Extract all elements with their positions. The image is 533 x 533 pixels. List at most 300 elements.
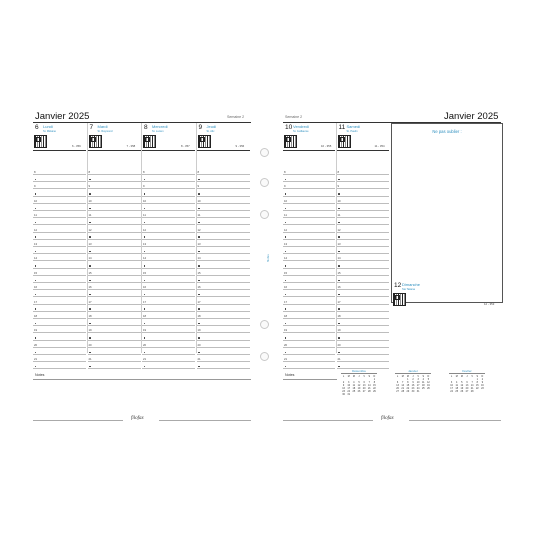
time-slot-line[interactable]: [33, 304, 86, 305]
calendar-day[interactable]: 5: [461, 381, 463, 384]
day-number: 11: [338, 124, 346, 131]
time-slot-line[interactable]: [142, 268, 195, 269]
time-slot-line[interactable]: [337, 246, 389, 247]
time-slot-line[interactable]: [142, 368, 195, 369]
time-slot-line[interactable]: [197, 268, 250, 269]
time-slot-line[interactable]: [142, 196, 195, 197]
calendar-day[interactable]: 12: [460, 384, 464, 387]
calendar-day[interactable]: 17: [347, 387, 351, 390]
calendar-day[interactable]: 2: [412, 378, 414, 381]
calendar-day[interactable]: 25: [352, 390, 356, 393]
calendar-day[interactable]: 6: [363, 381, 365, 384]
time-slot-line[interactable]: [197, 174, 250, 175]
time-slot-line[interactable]: [283, 253, 335, 254]
calendar-day[interactable]: 10: [450, 384, 453, 387]
time-slot-line[interactable]: [88, 347, 141, 348]
time-slot-line[interactable]: [88, 275, 141, 276]
time-slot-line[interactable]: [337, 311, 389, 312]
calendar-day[interactable]: 25: [421, 387, 425, 390]
time-slot-line[interactable]: [142, 203, 195, 204]
calendar-day[interactable]: 9: [412, 381, 414, 384]
hour-label: 8: [284, 170, 286, 174]
time-slot-line[interactable]: [88, 282, 141, 283]
saint-name: Ste Tatiana: [402, 288, 415, 291]
time-slot-line[interactable]: [337, 260, 389, 261]
time-slot-line[interactable]: [33, 282, 86, 283]
half-hour-dot: [338, 280, 340, 282]
calendar-day[interactable]: 14: [367, 384, 371, 387]
weekday-label: J: [412, 375, 414, 378]
half-hour-dot: [285, 294, 287, 296]
time-slot-line[interactable]: [33, 203, 86, 204]
hour-label: 12: [284, 227, 288, 232]
calendar-day[interactable]: 29: [373, 390, 376, 393]
day-number: 9: [198, 124, 203, 131]
time-slot-line[interactable]: [337, 188, 389, 189]
time-slot-line[interactable]: [33, 210, 86, 211]
time-slot-line[interactable]: [33, 325, 86, 326]
time-slot-line[interactable]: [337, 347, 389, 348]
time-slot-line[interactable]: [88, 210, 141, 211]
time-slot-line[interactable]: [197, 196, 250, 197]
reminder-box[interactable]: [391, 123, 503, 306]
time-slot-line[interactable]: [197, 275, 250, 276]
time-slot-line[interactable]: [283, 325, 335, 326]
time-slot-line[interactable]: [142, 361, 195, 362]
calendar-day[interactable]: 23: [411, 387, 415, 390]
hour-label: 9: [34, 184, 36, 189]
time-slot-line[interactable]: [283, 196, 335, 197]
time-slot-line[interactable]: [33, 268, 86, 269]
half-hour-dot: [144, 208, 146, 210]
calendar-day[interactable]: 28: [367, 390, 371, 393]
calendar-day[interactable]: 30: [342, 393, 345, 396]
time-slot-line[interactable]: [283, 210, 335, 211]
calendar-day[interactable]: 3: [348, 381, 350, 384]
time-slot-line[interactable]: [33, 246, 86, 247]
time-slot-line[interactable]: [142, 210, 195, 211]
time-slot-line[interactable]: [197, 282, 250, 283]
time-slot-line[interactable]: [142, 347, 195, 348]
time-slot-line[interactable]: [33, 289, 86, 290]
time-slot-line[interactable]: [197, 210, 250, 211]
time-slot-line[interactable]: [88, 239, 141, 240]
calendar-day[interactable]: 22: [373, 387, 376, 390]
time-slot-line[interactable]: [337, 210, 389, 211]
calendar-day[interactable]: 19: [460, 387, 464, 390]
calendar-day[interactable]: 17: [416, 384, 420, 387]
time-slot-line[interactable]: [88, 174, 141, 175]
time-slot-line[interactable]: [197, 296, 250, 297]
time-slot-line[interactable]: [283, 354, 335, 355]
calendar-day[interactable]: 27: [465, 390, 469, 393]
calendar-day[interactable]: 31: [347, 393, 351, 396]
time-slot-line[interactable]: [197, 318, 250, 319]
calendar-day[interactable]: 1: [476, 378, 478, 381]
hour-label: 19: [143, 328, 147, 333]
time-slot-line[interactable]: [142, 246, 195, 247]
time-slot-line[interactable]: [142, 340, 195, 341]
calendar-day[interactable]: 24: [416, 387, 420, 390]
time-slot-line[interactable]: [33, 340, 86, 341]
time-slot-line[interactable]: [88, 196, 141, 197]
time-slot-line[interactable]: [197, 217, 250, 218]
calendar-day[interactable]: 20: [362, 387, 366, 390]
calendar-day[interactable]: 5: [358, 381, 360, 384]
time-slot-line[interactable]: [337, 296, 389, 297]
calendar-day[interactable]: 1: [407, 378, 409, 381]
calendar-day[interactable]: 22: [406, 387, 410, 390]
time-slot-line[interactable]: [33, 232, 86, 233]
punch-hole: [260, 352, 269, 361]
calendar-day[interactable]: 1: [373, 378, 376, 381]
time-slot-line[interactable]: [197, 368, 250, 369]
calendar-day[interactable]: 11: [455, 384, 458, 387]
calendar-day[interactable]: 2: [481, 378, 484, 381]
time-slot-line[interactable]: [197, 354, 250, 355]
time-slot-line[interactable]: [142, 188, 195, 189]
time-slot-line[interactable]: [88, 260, 141, 261]
calendar-day[interactable]: 9: [342, 384, 345, 387]
time-slot-line[interactable]: [142, 181, 195, 182]
time-slot-line[interactable]: [88, 354, 141, 355]
calendar-day[interactable]: 21: [367, 387, 371, 390]
day-count: 6 - 359: [72, 144, 81, 148]
time-slot-line[interactable]: [283, 224, 335, 225]
time-slot-line[interactable]: [88, 325, 141, 326]
time-slot-line[interactable]: [33, 181, 86, 182]
time-slot-line[interactable]: [337, 203, 389, 204]
calendar-day: [480, 390, 485, 393]
time-slot-line[interactable]: [197, 361, 250, 362]
time-slot-line[interactable]: [33, 239, 86, 240]
time-slot-line[interactable]: [88, 246, 141, 247]
time-slot-line[interactable]: [283, 174, 335, 175]
time-slot-line[interactable]: [88, 268, 141, 269]
calendar-day[interactable]: 28: [470, 390, 474, 393]
time-slot-line[interactable]: [197, 203, 250, 204]
calendar-day[interactable]: 24: [450, 390, 453, 393]
calendar-day[interactable]: 4: [456, 381, 458, 384]
time-slot-line[interactable]: [88, 368, 141, 369]
calendar-day[interactable]: 8: [476, 381, 478, 384]
calendar-day[interactable]: 6: [466, 381, 468, 384]
calendar-day[interactable]: 13: [362, 384, 366, 387]
calendar-day[interactable]: 5: [427, 378, 430, 381]
time-slot-line[interactable]: [337, 239, 389, 240]
calendar-day[interactable]: 27: [396, 390, 399, 393]
time-slot-line[interactable]: [197, 260, 250, 261]
time-slot-line[interactable]: [33, 368, 86, 369]
hour-label: 21: [88, 357, 92, 362]
time-slot-line[interactable]: [283, 311, 335, 312]
time-slot-line[interactable]: [142, 311, 195, 312]
time-slot-line[interactable]: [197, 304, 250, 305]
time-slot-line[interactable]: [33, 275, 86, 276]
mini-calendar: [395, 369, 431, 393]
time-slot-line[interactable]: [283, 217, 335, 218]
time-slot-line[interactable]: [337, 354, 389, 355]
calendar-day[interactable]: 22: [475, 387, 479, 390]
calendar-day[interactable]: 21: [470, 387, 474, 390]
time-slot-line[interactable]: [337, 224, 389, 225]
half-hour-dot: [35, 308, 37, 310]
time-slot-line[interactable]: [197, 253, 250, 254]
time-slot-line[interactable]: [142, 232, 195, 233]
calendar-day[interactable]: 27: [362, 390, 366, 393]
half-hour-dot: [285, 222, 287, 224]
time-slot-line[interactable]: [197, 246, 250, 247]
hour-label: 10: [34, 198, 38, 203]
calendar-day[interactable]: 17: [450, 387, 453, 390]
time-slot-line[interactable]: [283, 188, 335, 189]
time-slot-line[interactable]: [337, 332, 389, 333]
calendar-day[interactable]: 6: [396, 381, 399, 384]
time-slot-line[interactable]: [283, 246, 335, 247]
hour-label: 8: [197, 170, 200, 174]
time-slot-line[interactable]: [88, 181, 141, 182]
calendar-day[interactable]: 21: [401, 387, 405, 390]
time-slot-line[interactable]: [33, 224, 86, 225]
hour-label: 10: [284, 198, 288, 203]
time-slot-line[interactable]: [337, 174, 389, 175]
time-slot-line[interactable]: [33, 217, 86, 218]
time-slot-line[interactable]: [283, 260, 335, 261]
time-slot-line[interactable]: [337, 304, 389, 305]
time-slot-line[interactable]: [88, 289, 141, 290]
calendar-day[interactable]: 23: [481, 387, 484, 390]
calendar-day[interactable]: 20: [396, 387, 399, 390]
calendar-day[interactable]: 2: [342, 381, 345, 384]
weekday-label: M: [455, 375, 458, 378]
time-slot-line[interactable]: [197, 332, 250, 333]
calendar-day[interactable]: 28: [401, 390, 405, 393]
time-slot-line[interactable]: [337, 196, 389, 197]
time-slot-line[interactable]: [337, 253, 389, 254]
time-slot-line[interactable]: [283, 304, 335, 305]
calendar-day[interactable]: 18: [455, 387, 459, 390]
time-slot-line[interactable]: [88, 311, 141, 312]
calendar-day[interactable]: 31: [416, 390, 420, 393]
time-slot-line[interactable]: [337, 361, 389, 362]
calendar-day[interactable]: 20: [465, 387, 469, 390]
day-name: Mardi: [97, 124, 108, 129]
calendar-day[interactable]: 30: [411, 390, 415, 393]
time-slot-line[interactable]: [142, 304, 195, 305]
time-slot-line[interactable]: [88, 203, 141, 204]
calendar-day[interactable]: 19: [357, 387, 361, 390]
time-slot-line[interactable]: [283, 181, 335, 182]
calendar-day[interactable]: 29: [406, 390, 410, 393]
brand-logo: filofax: [131, 416, 144, 421]
calendar-day[interactable]: 16: [481, 384, 484, 387]
calendar-day[interactable]: 23: [342, 390, 345, 393]
calendar-day[interactable]: 15: [406, 384, 410, 387]
time-slot-line[interactable]: [33, 253, 86, 254]
time-slot-line[interactable]: [88, 296, 141, 297]
time-slot-line[interactable]: [88, 332, 141, 333]
time-slot-line[interactable]: [88, 224, 141, 225]
time-slot-line[interactable]: [283, 340, 335, 341]
time-slot-line[interactable]: [142, 174, 195, 175]
time-slot-line[interactable]: [88, 361, 141, 362]
calendar-day[interactable]: 10: [416, 381, 420, 384]
time-slot-line[interactable]: [142, 260, 195, 261]
hour-label: 12: [88, 227, 92, 232]
calendar-day[interactable]: 14: [470, 384, 474, 387]
calendar-day[interactable]: 16: [342, 387, 345, 390]
time-slot-line[interactable]: [142, 296, 195, 297]
time-slot-line[interactable]: [142, 354, 195, 355]
time-slot-line[interactable]: [337, 275, 389, 276]
time-slot-line[interactable]: [283, 332, 335, 333]
time-slot-line[interactable]: [33, 311, 86, 312]
time-slot-line[interactable]: [33, 354, 86, 355]
calendar-day[interactable]: 7: [471, 381, 473, 384]
time-slot-line[interactable]: [88, 340, 141, 341]
time-slot-line[interactable]: [197, 340, 250, 341]
calendar-day[interactable]: 11: [352, 384, 356, 387]
time-slot-line[interactable]: [337, 340, 389, 341]
time-slot-line[interactable]: [197, 325, 250, 326]
half-hour-dot: [89, 366, 91, 368]
time-slot-line[interactable]: [337, 318, 389, 319]
half-hour-dot: [89, 179, 91, 181]
calendar-day[interactable]: 8: [373, 381, 376, 384]
calendar-day[interactable]: 25: [455, 390, 459, 393]
calendar-day[interactable]: 4: [422, 378, 424, 381]
half-hour-dot: [89, 251, 91, 253]
time-slot-line[interactable]: [88, 304, 141, 305]
calendar-day[interactable]: 14: [401, 384, 405, 387]
calendar-day[interactable]: 15: [373, 384, 376, 387]
time-slot-line[interactable]: [88, 253, 141, 254]
calendar-day[interactable]: 13: [396, 384, 399, 387]
hour-label: 18: [197, 314, 201, 318]
calendar-day[interactable]: 19: [427, 384, 430, 387]
time-slot-line[interactable]: [197, 311, 250, 312]
calendar-day[interactable]: 16: [411, 384, 415, 387]
calendar-day[interactable]: 12: [357, 384, 361, 387]
calendar-day[interactable]: 11: [422, 381, 425, 384]
calendar-day[interactable]: 9: [481, 381, 484, 384]
time-slot-line[interactable]: [33, 174, 86, 175]
calendar-day[interactable]: 8: [407, 381, 409, 384]
time-slot-line[interactable]: [283, 232, 335, 233]
half-hour-dot: [285, 352, 287, 354]
time-slot-line[interactable]: [142, 282, 195, 283]
time-slot-line[interactable]: [283, 368, 335, 369]
calendar-day[interactable]: 26: [460, 390, 464, 393]
calendar-day[interactable]: 3: [450, 381, 453, 384]
time-slot-line[interactable]: [337, 217, 389, 218]
time-slot-line[interactable]: [142, 318, 195, 319]
time-slot-line[interactable]: [283, 268, 335, 269]
time-slot-line[interactable]: [142, 217, 195, 218]
time-slot-line[interactable]: [283, 361, 335, 362]
half-hour-dot: [35, 280, 37, 282]
half-hour-dot: [89, 352, 91, 354]
time-slot-line[interactable]: [142, 332, 195, 333]
time-slot-line[interactable]: [33, 361, 86, 362]
time-slot-line[interactable]: [197, 289, 250, 290]
time-slot-line[interactable]: [283, 296, 335, 297]
time-slot-line[interactable]: [142, 275, 195, 276]
time-slot-line[interactable]: [283, 203, 335, 204]
calendar-day[interactable]: 26: [427, 387, 430, 390]
calendar-day[interactable]: 12: [427, 381, 430, 384]
time-slot-line[interactable]: [33, 260, 86, 261]
calendar-day[interactable]: 3: [417, 378, 419, 381]
time-slot-line[interactable]: [142, 224, 195, 225]
time-slot-line[interactable]: [197, 239, 250, 240]
day-name: Jeudi: [206, 124, 217, 129]
time-slot-line[interactable]: [88, 217, 141, 218]
time-slot-line[interactable]: [142, 253, 195, 254]
time-slot-line[interactable]: [142, 325, 195, 326]
time-slot-line[interactable]: [283, 289, 335, 290]
time-slot-line[interactable]: [337, 181, 389, 182]
day-number: 10: [285, 124, 293, 131]
time-slot-line[interactable]: [337, 289, 389, 290]
time-slot-line[interactable]: [197, 188, 250, 189]
calendar-day[interactable]: 24: [347, 390, 351, 393]
time-slot-line[interactable]: [283, 239, 335, 240]
time-slot-line[interactable]: [337, 325, 389, 326]
time-slot-line[interactable]: [88, 232, 141, 233]
time-slot-line[interactable]: [337, 282, 389, 283]
calendar-day[interactable]: 13: [465, 384, 469, 387]
time-slot-line[interactable]: [33, 318, 86, 319]
time-slot-line[interactable]: [197, 347, 250, 348]
time-slot-line[interactable]: [142, 239, 195, 240]
hour-label: 8: [337, 170, 340, 174]
time-slot-line[interactable]: [337, 232, 389, 233]
punch-hole: [260, 320, 269, 329]
calendar-day[interactable]: 15: [475, 384, 479, 387]
time-slot-line[interactable]: [197, 224, 250, 225]
time-slot-line[interactable]: [283, 275, 335, 276]
time-slot-line[interactable]: [33, 296, 86, 297]
time-slot-line[interactable]: [33, 196, 86, 197]
half-hour-dot: [35, 179, 37, 181]
weekday-label: L: [396, 375, 399, 378]
time-slot-line[interactable]: [142, 289, 195, 290]
notes-rule: [33, 379, 251, 380]
time-slot-line[interactable]: [33, 188, 86, 189]
calendar-day[interactable]: 26: [357, 390, 361, 393]
calendar-day[interactable]: 18: [352, 387, 356, 390]
time-slot-line[interactable]: [337, 268, 389, 269]
weekday-label: L: [342, 375, 345, 378]
calendar-day[interactable]: 7: [368, 381, 370, 384]
time-slot-line[interactable]: [197, 232, 250, 233]
time-slot-line[interactable]: [88, 318, 141, 319]
half-hour-dot: [285, 265, 287, 267]
time-slot-line[interactable]: [88, 188, 141, 189]
time-slot-line[interactable]: [33, 332, 86, 333]
calendar-day[interactable]: 4: [353, 381, 355, 384]
calendar-day[interactable]: 18: [421, 384, 425, 387]
half-hour-dot: [338, 323, 340, 325]
calendar-day[interactable]: 10: [347, 384, 351, 387]
time-slot-line[interactable]: [283, 282, 335, 283]
time-slot-line[interactable]: [283, 318, 335, 319]
calendar-day[interactable]: 7: [402, 381, 404, 384]
time-slot-line[interactable]: [33, 347, 86, 348]
time-slot-line[interactable]: [283, 347, 335, 348]
time-slot-line[interactable]: [197, 181, 250, 182]
